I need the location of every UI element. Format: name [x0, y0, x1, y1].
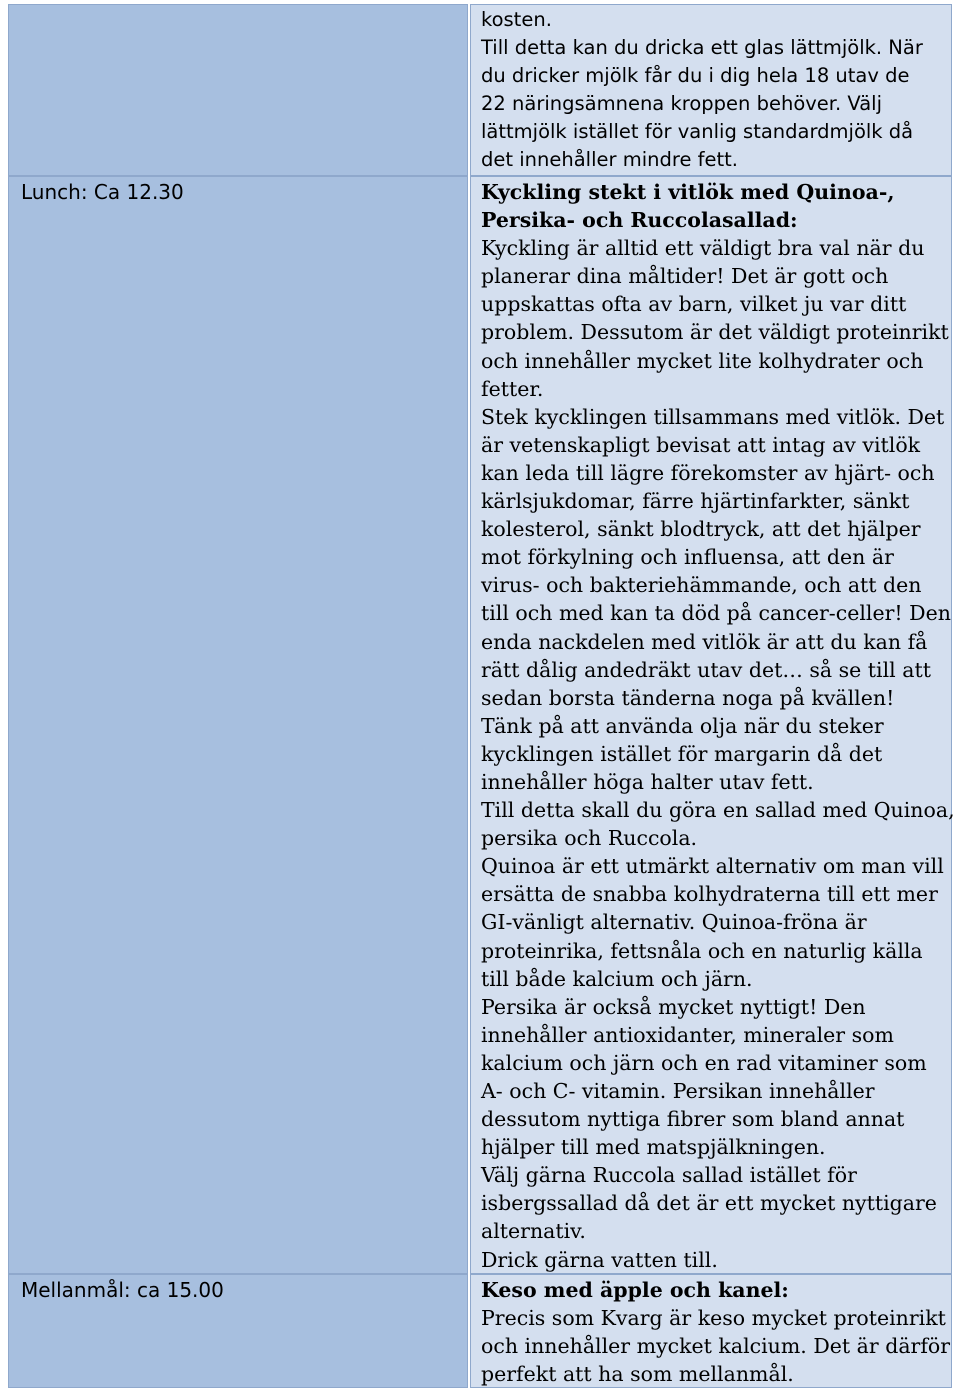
text-line: till och med kan ta död på cancer-celler! Den [481, 601, 951, 626]
text-line: mot förkylning och influensa, att den är [481, 545, 894, 570]
text-line: kan leda till lägre förekomster av hjärt- och [481, 460, 935, 485]
text-line: Till detta kan du dricka ett glas lättmjölk. När [481, 36, 923, 60]
meal-title: Persika- och Ruccolasallad: [481, 208, 798, 233]
text-line: hjälper till med matspjälkningen. [481, 1135, 826, 1160]
text-line: Precis som Kvarg är keso mycket proteinrikt [481, 1306, 946, 1331]
time-cell [8, 176, 468, 1274]
text-line: Kyckling är alltid ett väldigt bra val när du [481, 236, 925, 261]
text-line: proteinrika, fettsnåla och en naturlig källa [481, 938, 923, 963]
table-row [8, 1274, 952, 1388]
time-cell [8, 1274, 468, 1388]
text-line: kosten. [481, 8, 552, 31]
text-line: Quinoa är ett utmärkt alternativ om man vill [481, 854, 944, 879]
text-line: ersätta de snabba kolhydraterna till ett mer [481, 882, 938, 907]
text-line: A- och C- vitamin. Persikan innehåller [481, 1079, 875, 1103]
text-line: kalcium och järn och en rad vitaminer som [481, 1050, 927, 1075]
meal-title: Kyckling stekt i vitlök med Quinoa-, [481, 180, 895, 204]
text-line: du dricker mjölk får du i dig hela 18 utav de [481, 64, 910, 88]
text-line: sedan borsta tänderna noga på kvällen! [481, 685, 895, 710]
text-line: innehåller antioxidanter, mineraler som [481, 1022, 894, 1047]
meal-plan-table [8, 4, 955, 1388]
text-line: enda nackdelen med vitlök är att du kan få [481, 629, 928, 654]
text-line: perfekt att ha som mellanmål. [481, 1362, 794, 1387]
text-line: dessutom nyttiga fibrer som bland annat [481, 1107, 905, 1132]
text-line: uppskattas ofta av barn, vilket ju var ditt [481, 292, 907, 317]
table-row [8, 4, 952, 176]
text-line: lättmjölk istället för vanlig standardmjölk då [481, 120, 914, 144]
meal-description [481, 178, 955, 1274]
meal-description [481, 1276, 951, 1388]
text-line: Persika är också mycket nyttigt! Den [481, 994, 866, 1019]
table-row [8, 176, 955, 1274]
description-cell [470, 1274, 952, 1388]
text-line: och innehåller mycket lite kolhydrater och [481, 348, 924, 373]
text-line: kärlsjukdomar, färre hjärtinfarkter, sänkt [481, 489, 910, 514]
time-label: Mellanmål: ca 15.00 [21, 1278, 224, 1302]
text-line: det innehåller mindre fett. [481, 148, 738, 172]
text-line: 22 näringsämnena kroppen behöver. Välj [481, 92, 883, 116]
text-line: kolesterol, sänkt blodtryck, att det hjälper [481, 517, 921, 542]
text-line: innehåller höga halter utav fett. [481, 769, 814, 794]
text-line: isbergssallad då det är ett mycket nyttigare [481, 1191, 937, 1216]
text-line: persika och Ruccola. [481, 826, 698, 851]
text-line: fetter. [481, 376, 544, 401]
text-line: kycklingen istället för margarin då det [481, 741, 883, 766]
text-line: och innehåller mycket kalcium. Det är därför [481, 1334, 951, 1359]
text-line: planerar dina måltider! Det är gott och [481, 264, 889, 289]
text-line: är vetenskapligt bevisat att intag av vitlök [481, 432, 921, 457]
text-line: GI-vänligt alternativ. Quinoa-fröna är [481, 910, 867, 935]
text-line: virus- och bakteriehämmande, och att den [481, 573, 922, 598]
text-line: Till detta skall du göra en sallad med Quinoa, [481, 798, 955, 823]
text-line: Välj gärna Ruccola sallad istället för [481, 1163, 857, 1188]
text-line: alternativ. [481, 1219, 586, 1244]
meal-title: Keso med äpple och kanel: [481, 1278, 789, 1302]
description-cell [470, 176, 955, 1274]
time-label: Lunch: Ca 12.30 [21, 180, 184, 204]
text-line: Stek kycklingen tillsammans med vitlök. Det [481, 404, 945, 429]
text-line: Drick gärna vatten till. [481, 1247, 718, 1272]
text-line: rätt dålig andedräkt utav det… så se till att [481, 657, 931, 682]
text-line: Tänk på att använda olja när du steker [481, 713, 884, 738]
text-line: problem. Dessutom är det väldigt proteinrikt [481, 320, 949, 345]
meal-description [481, 6, 947, 175]
time-cell [8, 4, 468, 176]
description-cell [470, 4, 952, 176]
text-line: till både kalcium och järn. [481, 966, 753, 991]
